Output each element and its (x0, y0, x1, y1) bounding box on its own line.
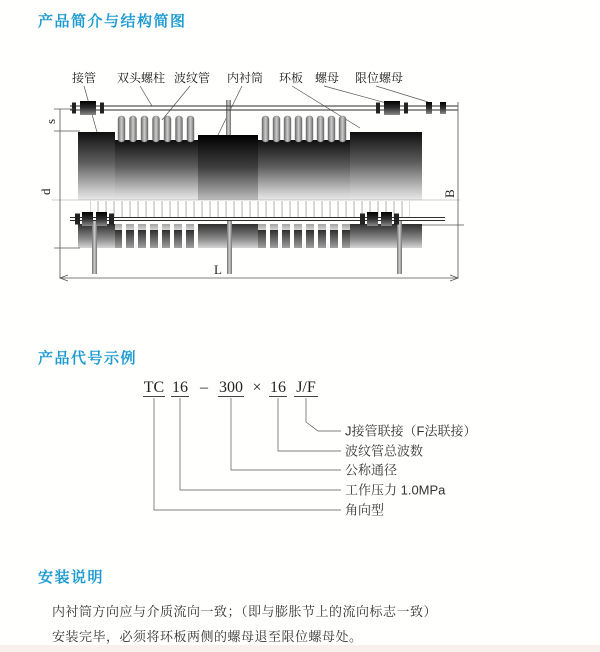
page-bottom-strip (0, 645, 600, 652)
code-seg-conn: J/F (296, 379, 316, 396)
code-seg-waves: 16 (270, 379, 286, 396)
code-seg-dash: – (200, 379, 208, 396)
code-callouts (345, 424, 476, 518)
part-label-pipe-end: 接管 (71, 71, 97, 85)
section-title-intro: 产品简介与结构简图 (38, 13, 187, 30)
code-callout-lines (154, 398, 341, 510)
callout-type: 角向型 (345, 502, 385, 518)
code-seg-dn: 300 (219, 379, 243, 396)
code-seg-times: × (252, 379, 262, 396)
code-seg-type: TC (143, 379, 165, 396)
bellows-fins-right (262, 116, 346, 142)
dim-label-s: s (43, 118, 58, 124)
part-label-limit-nut: 限位螺母 (354, 71, 404, 85)
part-label-liner: 内衬筒 (226, 71, 264, 85)
install-note-line1: 内衬筒方向应与介质流向一致；（即与膨胀节上的流向标志一致） (52, 604, 438, 619)
callout-nominal-dia: 公称通径 (345, 462, 398, 478)
callout-pressure: 工作压力 1.0MPa (345, 482, 446, 498)
part-label-stud-bolt: 双头螺柱 (116, 71, 166, 85)
structure-diagram (30, 62, 470, 312)
section-title-code: 产品代号示例 (38, 350, 138, 367)
install-note-line2: 安装完毕，必须将环板两侧的螺母退至限位螺母处。 (52, 629, 363, 644)
bellows-fins-left (118, 116, 194, 142)
dim-label-B: B (442, 189, 457, 198)
lower-body-half (78, 224, 422, 248)
part-label-ring-plate: 环板 (278, 71, 304, 85)
callout-wave-count: 波纹管总波数 (345, 443, 424, 459)
dim-label-L: L (214, 262, 222, 277)
upper-body-half (78, 132, 422, 200)
section-title-install: 安装说明 (38, 569, 105, 586)
part-label-bellows: 波纹管 (173, 71, 211, 85)
center-stud (226, 100, 231, 136)
dim-label-d: d (38, 188, 53, 195)
part-labels (72, 70, 403, 85)
callout-connection: J接管联接（F法联接） (345, 423, 477, 439)
code-seg-pressure: 16 (172, 379, 188, 396)
top-rod-nuts (72, 101, 446, 115)
code-segments (144, 379, 316, 396)
part-label-nut: 螺母 (314, 71, 340, 85)
product-code-diagram (128, 376, 528, 526)
